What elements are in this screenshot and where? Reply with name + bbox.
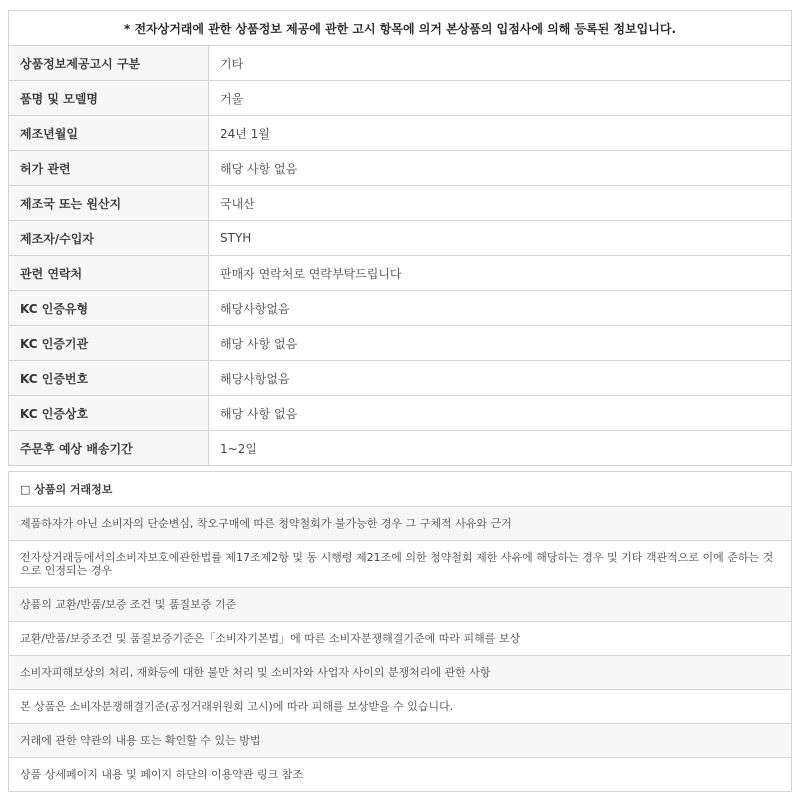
info-label: 제조년월일 <box>9 116 209 150</box>
info-value: 해당 사항 없음 <box>220 336 298 351</box>
trade-info-row: 전자상거래등에서의소비자보호에관한법률 제17조제2항 및 동 시행령 제21조에 의한 청약철회 제한 사유에 해당하는 경우 및 기타 객관적으로 이에 준하는 것으로 인정되는 경우 <box>9 540 791 587</box>
info-value: 해당사항없음 <box>220 371 290 386</box>
info-label: 제조국 또는 원산지 <box>9 186 209 220</box>
info-row <box>9 360 791 395</box>
trade-info-box <box>8 471 792 792</box>
trade-info-row: 제품하자가 아닌 소비자의 단순변심, 착오구매에 따른 청약철회가 불가능한 경우 그 구체적 사유와 근거 <box>9 506 791 540</box>
info-value: 판매자 연락처로 연락부탁드립니다 <box>220 266 402 281</box>
info-value: 해당 사항 없음 <box>220 161 298 176</box>
info-label: KC 인증기관 <box>9 326 209 360</box>
info-value: STYH <box>220 231 252 245</box>
info-value: 1~2일 <box>220 441 257 456</box>
info-label: KC 인증번호 <box>9 361 209 395</box>
info-row <box>9 115 791 150</box>
info-row <box>9 255 791 290</box>
info-label: 허가 관련 <box>9 151 209 185</box>
info-label: 상품정보제공고시 구분 <box>9 46 209 80</box>
trade-info-row: 소비자피해보상의 처리, 재화등에 대한 불만 처리 및 소비자와 사업자 사이의 분쟁처리에 관한 사항 <box>9 655 791 689</box>
info-value: 거울 <box>220 91 244 106</box>
info-value: 국내산 <box>220 196 255 211</box>
info-label: KC 인증유형 <box>9 291 209 325</box>
info-row <box>9 80 791 115</box>
info-row <box>9 220 791 255</box>
info-value: 기타 <box>220 56 244 71</box>
info-label: KC 인증상호 <box>9 396 209 430</box>
notice-text: * 전자상거래에 관한 상품정보 제공에 관한 고시 항목에 의거 본상품의 입점사에 의해 등록된 정보입니다. <box>123 22 676 36</box>
trade-info-row: 교환/반품/보증조건 및 품질보증기준은「소비자기본법」에 따른 소비자분쟁해결기준에 따라 피해를 보상 <box>9 621 791 655</box>
info-label: 제조자/수입자 <box>9 221 209 255</box>
info-label: 품명 및 모델명 <box>9 81 209 115</box>
info-row <box>9 325 791 360</box>
trade-info-row: 상품 상세페이지 내용 및 페이지 하단의 이용약관 링크 참조 <box>9 757 791 791</box>
info-label: 관련 연락처 <box>9 256 209 290</box>
info-row <box>9 150 791 185</box>
trade-info-row: 거래에 관한 약관의 내용 또는 확인할 수 있는 방법 <box>9 723 791 757</box>
info-value: 해당사항없음 <box>220 301 290 316</box>
trade-info-title: □ 상품의 거래정보 <box>20 483 113 496</box>
info-row <box>9 290 791 325</box>
info-row <box>9 430 791 465</box>
info-row <box>9 395 791 430</box>
trade-info-row: 상품의 교환/반품/보증 조건 및 품질보증 기준 <box>9 587 791 621</box>
trade-info-row: 본 상품은 소비자분쟁해결기준(공정거래위원회 고시)에 따라 피해를 보상받을 수 있습니다. <box>9 689 791 723</box>
info-value: 24년 1월 <box>220 126 270 141</box>
info-label: 주문후 예상 배송기간 <box>9 431 209 465</box>
notice-banner <box>8 10 792 46</box>
info-row <box>9 185 791 220</box>
product-info-table <box>8 45 792 466</box>
info-row <box>9 46 791 80</box>
info-value: 해당 사항 없음 <box>220 406 298 421</box>
